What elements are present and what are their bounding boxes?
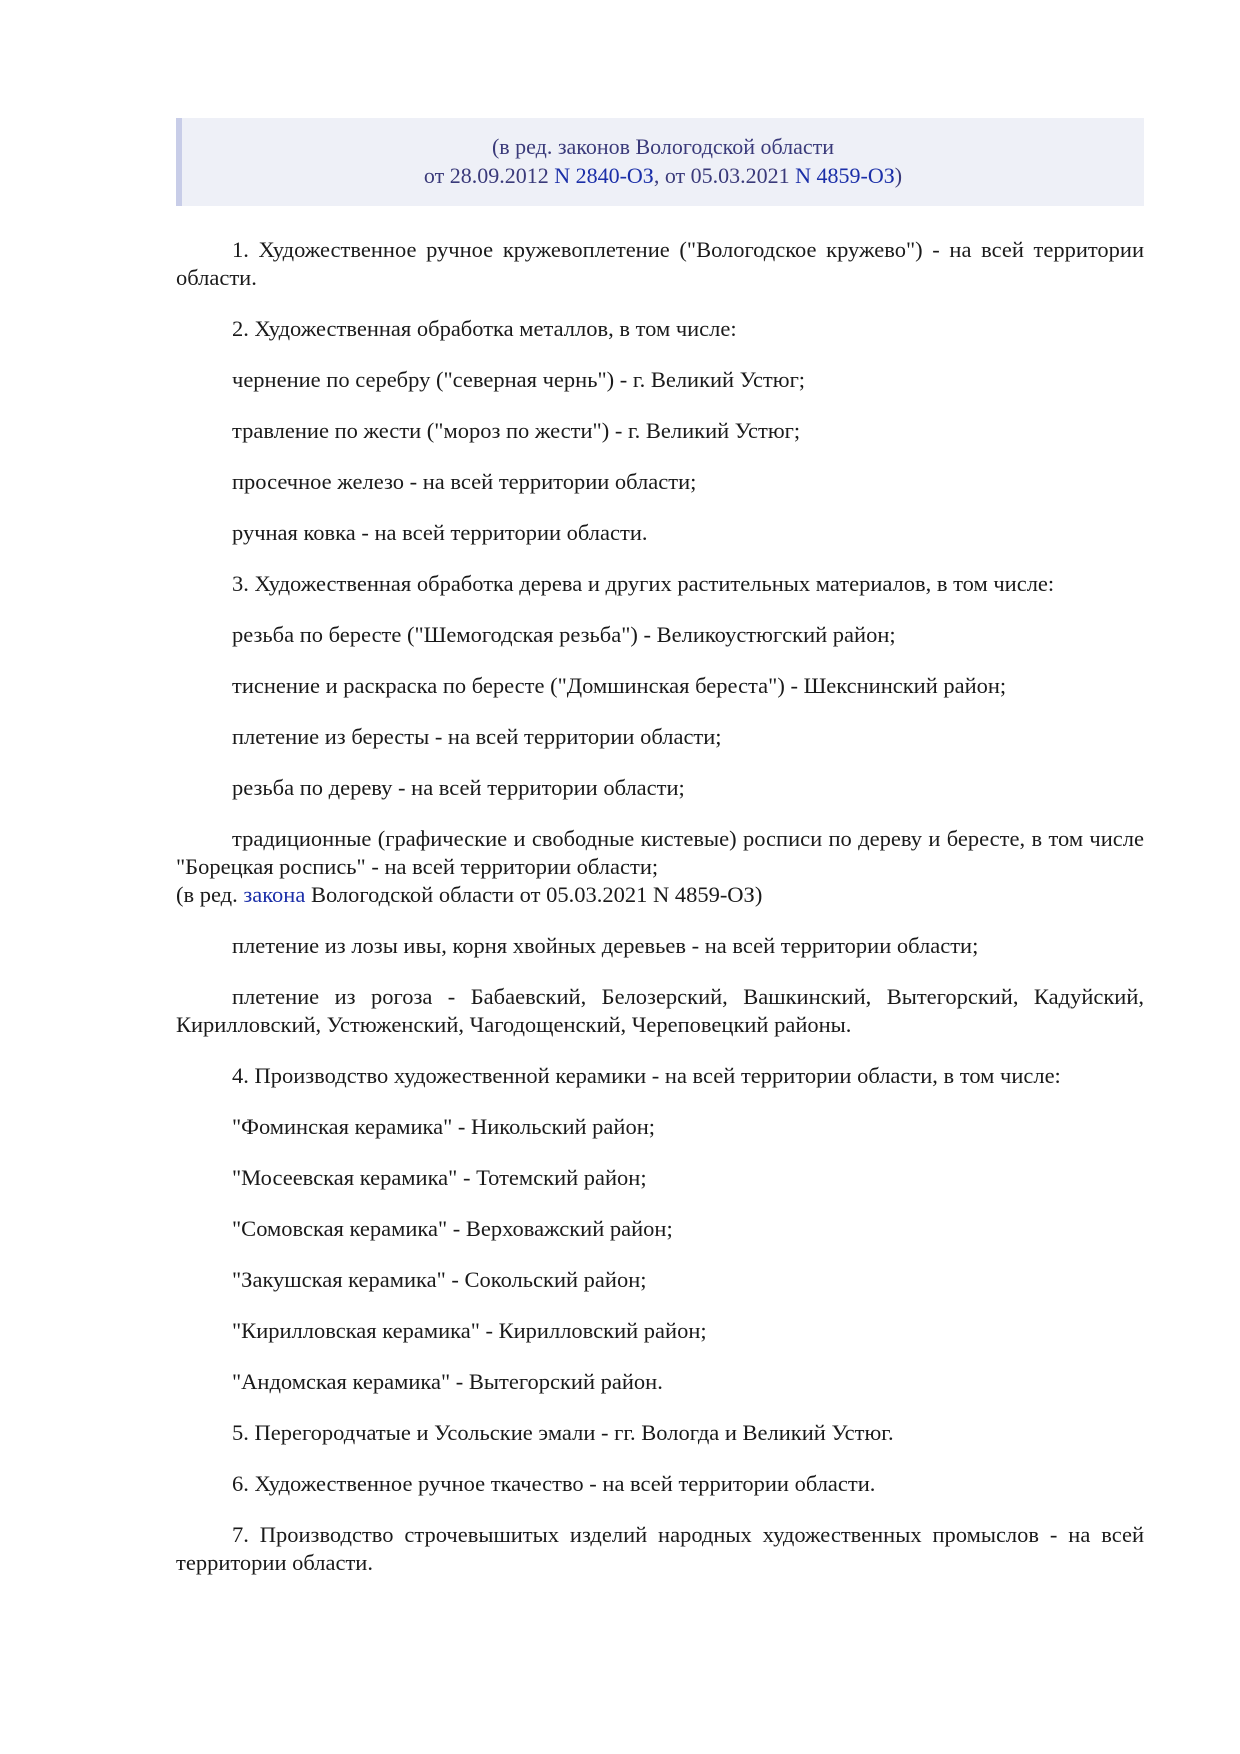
- item-4-moseevo: "Мосеевская керамика" - Тотемский район;: [232, 1165, 647, 1190]
- item-3-birch-weaving: плетение из бересты - на всей территории области;: [232, 724, 722, 749]
- law-link-2840[interactable]: N 2840-ОЗ: [554, 163, 654, 188]
- item-2-frost-tin: травление по жести ("мороз по жести") - г. Великий Устюг;: [232, 418, 801, 443]
- item-1-lace: 1. Художественное ручное кружевоплетение ("Вологодское кружево") - на всей территории области.: [176, 237, 1144, 290]
- amendment-note: [176, 881, 1144, 909]
- redaction-line-1: (в ред. законов Вологодской области: [491, 134, 835, 159]
- item-3-birch-embossing: тиснение и раскраска по бересте ("Домшинская береста") - Шекснинский район;: [232, 673, 1007, 698]
- item-4-andoma: "Андомская керамика" - Вытегорский район.: [232, 1369, 663, 1394]
- item-4-zakusha: "Закушская керамика" - Сокольский район;: [232, 1267, 647, 1292]
- item-2-metals: 2. Художественная обработка металлов, в том числе:: [232, 316, 737, 341]
- item-3-painting: традиционные (графические и свободные кистевые) росписи по дереву и бересте, в том числе "Борецкая роспись" - на всей территории области;: [176, 826, 1144, 879]
- item-4-kirillov: "Кирилловская керамика" - Кирилловский район;: [232, 1318, 707, 1343]
- redaction-line-2: [202, 161, 1124, 190]
- amendment-law-link[interactable]: закона: [243, 882, 306, 907]
- law-link-4859[interactable]: N 4859-ОЗ: [795, 163, 895, 188]
- item-3-wood-carving: резьба по дереву - на всей территории области;: [232, 775, 685, 800]
- document-page: [176, 118, 1144, 1600]
- redaction-text: ): [894, 163, 903, 188]
- redaction-text: от 28.09.2012: [423, 163, 555, 188]
- item-3-willow-weaving: плетение из лозы ивы, корня хвойных деревьев - на всей территории области;: [232, 933, 979, 958]
- item-3-cattail-weaving: плетение из рогоза - Бабаевский, Белозерский, Вашкинский, Вытегорский, Кадуйский, Кирилловский, Устюженский, Чагодощенский, Череповецкий районы.: [176, 984, 1144, 1037]
- item-3-birch-carving: резьба по бересте ("Шемогодская резьба") - Великоустюгский район;: [232, 622, 896, 647]
- item-2-forging: ручная ковка - на всей территории области.: [232, 520, 648, 545]
- item-4-fomino: "Фоминская керамика" - Никольский район;: [232, 1114, 655, 1139]
- item-3-wood: 3. Художественная обработка дерева и других растительных материалов, в том числе:: [232, 571, 1055, 596]
- item-6-weaving: 6. Художественное ручное ткачество - на всей территории области.: [232, 1471, 876, 1496]
- item-4-somovo: "Сомовская керамика" - Верховажский район;: [232, 1216, 673, 1241]
- redaction-text: , от 05.03.2021: [653, 163, 796, 188]
- redaction-note: [176, 118, 1144, 206]
- item-7-embroidery: 7. Производство строчевышитых изделий народных художественных промыслов - на всей территории области.: [176, 1522, 1144, 1575]
- amendment-text: (в ред.: [176, 882, 244, 907]
- amendment-text: Вологодской области от 05.03.2021 N 4859-ОЗ): [305, 882, 763, 907]
- item-4-ceramics: 4. Производство художественной керамики - на всей территории области, в том числе:: [232, 1063, 1061, 1088]
- item-5-enamel: 5. Перегородчатые и Усольские эмали - гг. Вологда и Великий Устюг.: [232, 1420, 894, 1445]
- item-2-pierced-iron: просечное железо - на всей территории области;: [232, 469, 697, 494]
- item-2-niello: чернение по серебру ("северная чернь") - г. Великий Устюг;: [232, 367, 806, 392]
